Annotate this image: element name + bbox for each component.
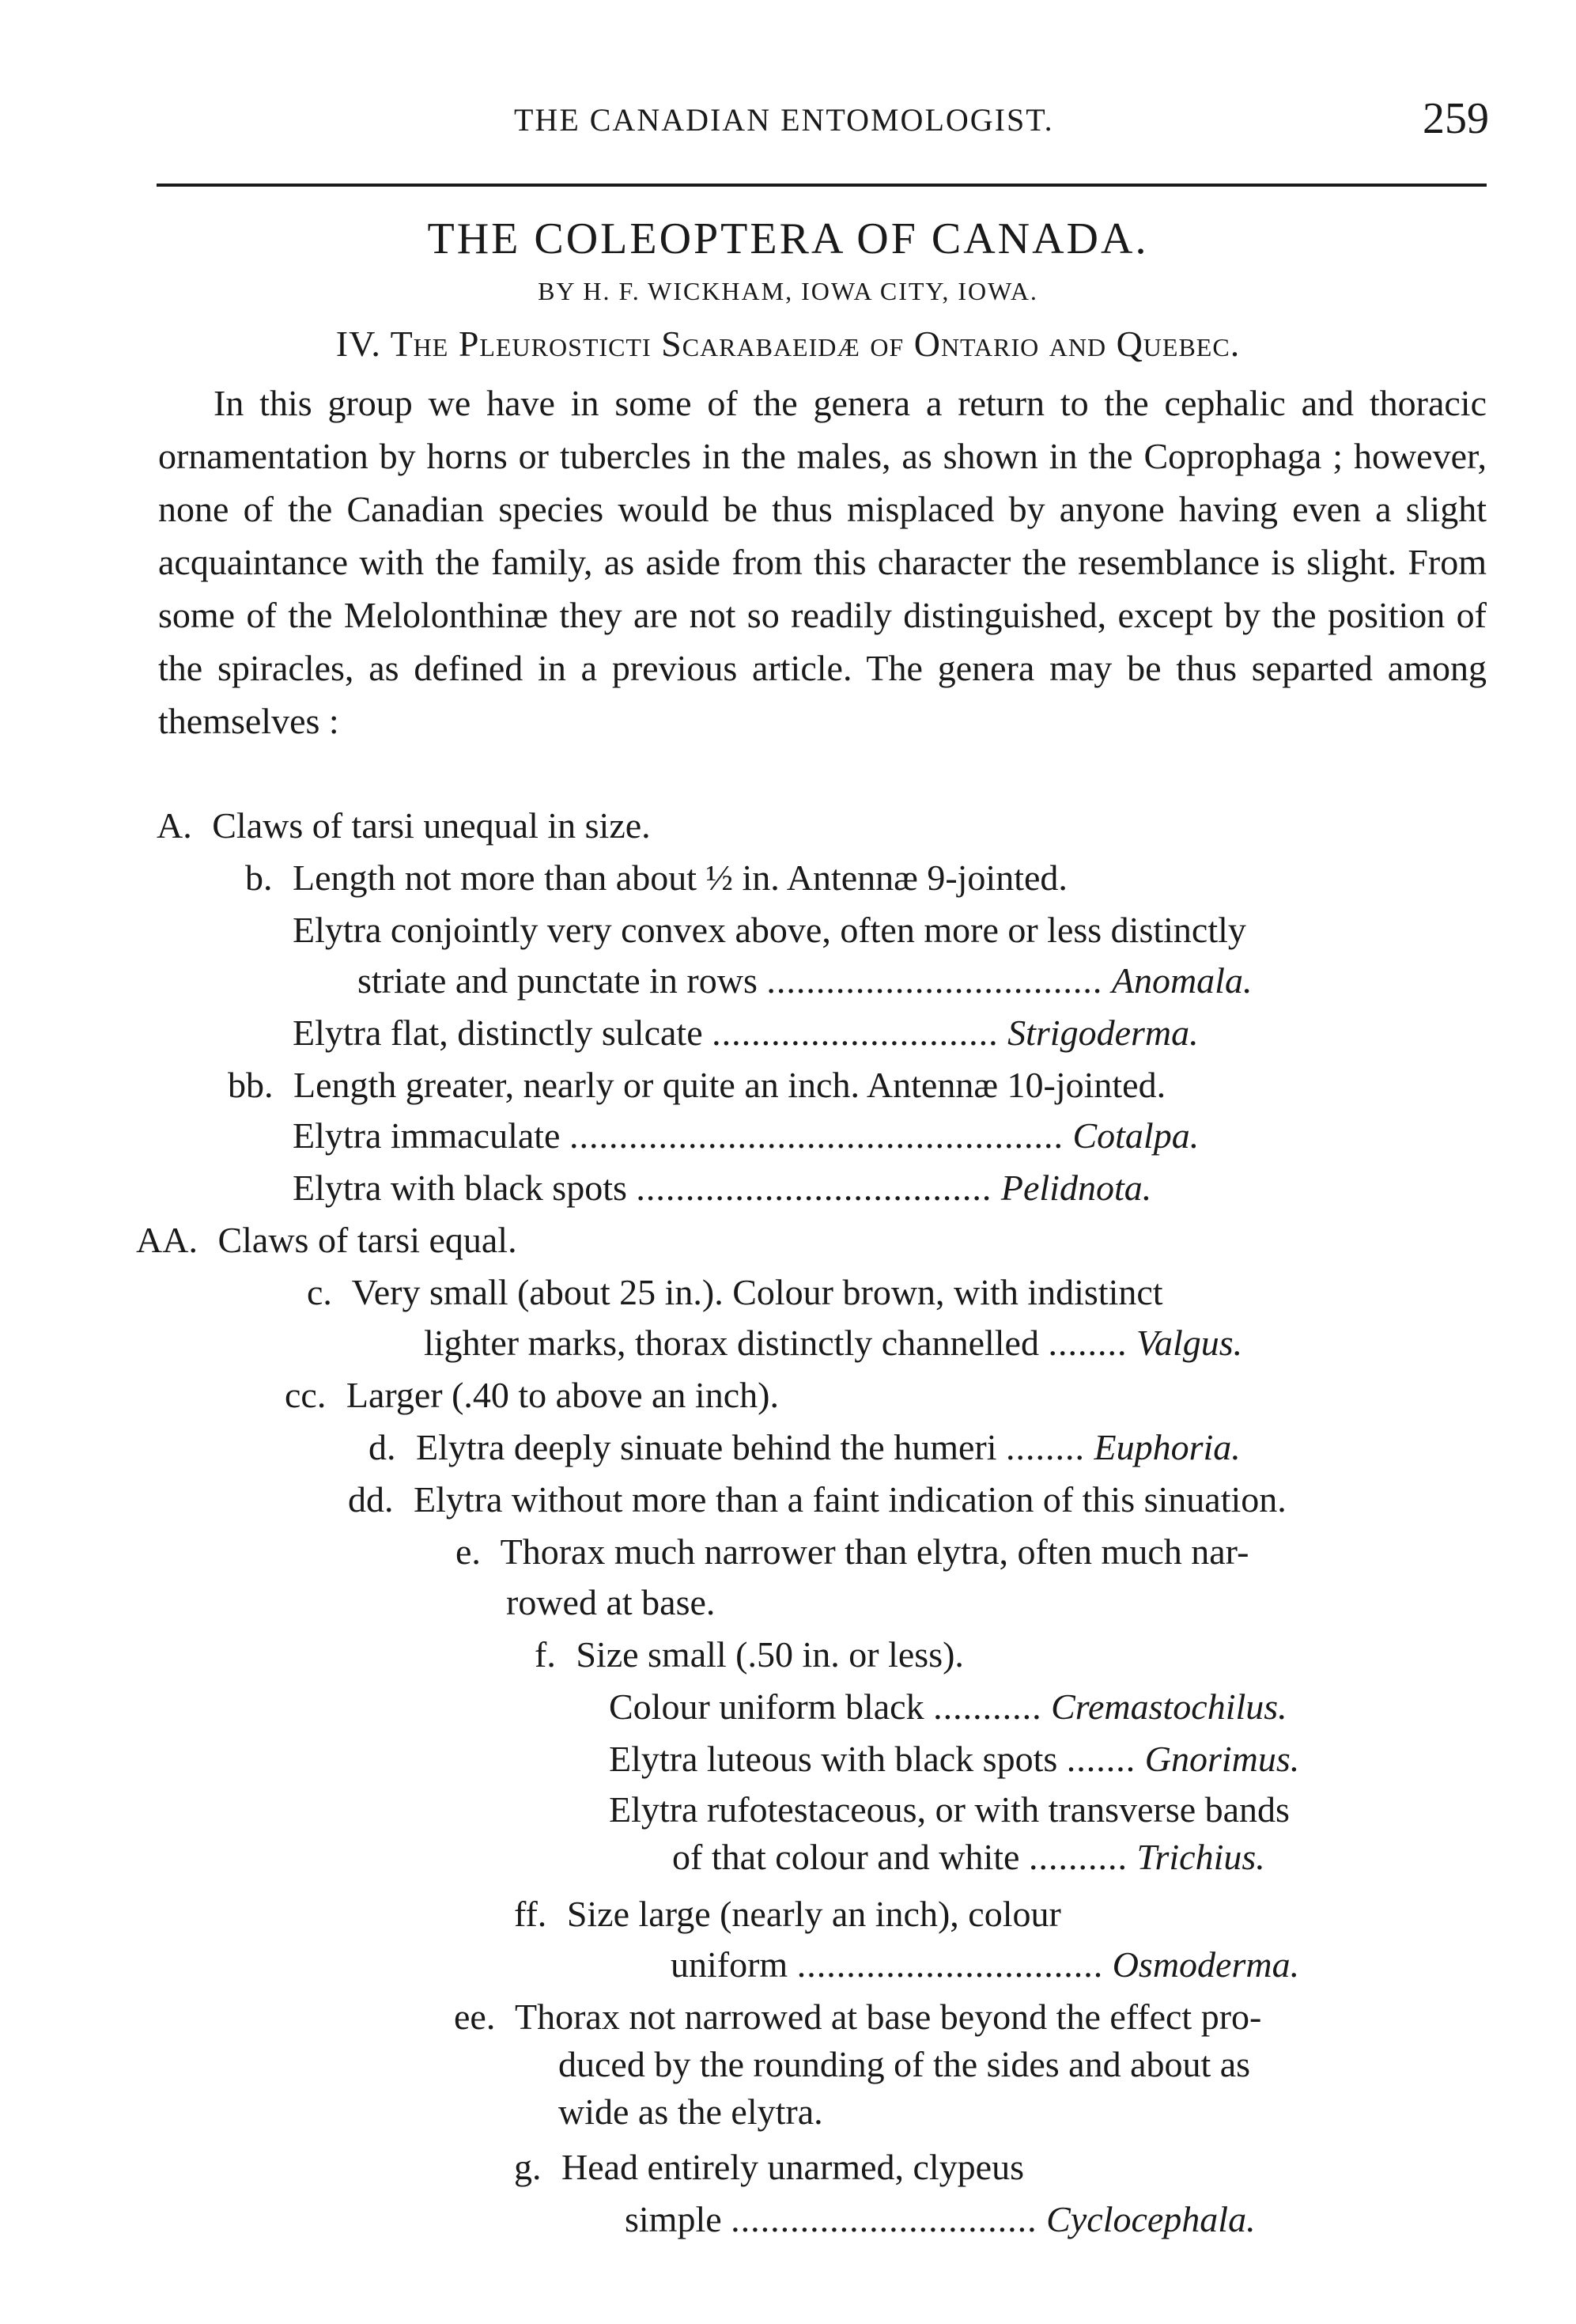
key-text: rowed at base. [506, 1582, 716, 1622]
key-text: Size large (nearly an inch), colour [566, 1894, 1061, 1934]
key-leader-dots: .......... [1028, 1837, 1128, 1877]
key-text: Head entirely unarmed, clypeus [561, 2147, 1024, 2187]
key-mark: f. [535, 1634, 556, 1675]
key-leader-dots: ........ [1006, 1427, 1085, 1467]
key-text: Claws of tarsi equal. [217, 1220, 517, 1260]
key-line [136, 1213, 517, 1266]
key-genus: Euphoria. [1094, 1427, 1241, 1467]
page-number: 259 [1423, 94, 1489, 143]
key-mark: c. [307, 1272, 332, 1312]
key-line [514, 1887, 1061, 1940]
key-genus: Trichius. [1136, 1837, 1265, 1877]
key-mark: dd. [348, 1479, 394, 1520]
key-line [506, 1576, 715, 1629]
key-line [228, 1058, 1166, 1111]
key-line [293, 1109, 1199, 1162]
key-line [357, 954, 1252, 1007]
key-text: of that colour and white [672, 1837, 1020, 1877]
intro-paragraph: In this group we have in some of the genera a return to the cephalic and thoracic ornamentation by horns or tubercles in the males, as shown in the Coprophaga ; however, none of the Canadian species would be thus misplaced by anyone having even a slight acquaintance with the family, as aside from this character the resemblance is slight. From some of the Melolonthinæ they are not so readily distinguished, except by the position of the spiracles, as defined in a previous article. The genera may be thus separted among themselves : [158, 383, 1487, 741]
key-mark: AA. [136, 1220, 198, 1260]
key-leader-dots: ............................... [796, 1944, 1104, 1985]
key-text: Larger (.40 to above an inch). [346, 1375, 779, 1415]
key-leader-dots: .................................. [766, 960, 1103, 1001]
key-text: Thorax not narrowed at base beyond the effect pro- [515, 1997, 1262, 2037]
key-text: Elytra flat, distinctly sulcate [293, 1012, 703, 1053]
key-line [609, 1783, 1290, 1836]
key-text: Thorax much narrower than elytra, often much nar- [500, 1531, 1249, 1572]
key-line [157, 799, 651, 852]
key-leader-dots: ............................... [731, 2199, 1037, 2239]
key-text: Elytra without more than a faint indication of this sinuation. [414, 1479, 1287, 1520]
key-text: Length greater, nearly or quite an inch. Antennæ 10-jointed. [293, 1065, 1166, 1105]
key-line [625, 2193, 1256, 2246]
key-line [535, 1628, 964, 1681]
key-leader-dots: ....... [1066, 1739, 1136, 1779]
key-leader-dots: .................................... [636, 1168, 992, 1208]
running-head: THE CANADIAN ENTOMOLOGIST. [514, 102, 1054, 138]
key-text: Elytra conjointly very convex above, often more or less distinctly [293, 910, 1246, 950]
key-text: uniform [671, 1944, 788, 1985]
key-line [609, 1680, 1287, 1733]
byline: BY H. F. WICKHAM, IOWA CITY, IOWA. [538, 277, 1038, 305]
key-genus: Anomala. [1111, 960, 1253, 1001]
key-leader-dots: ........ [1048, 1323, 1128, 1363]
key-text: Elytra immaculate [293, 1115, 561, 1156]
article-title: THE COLEOPTERA OF CANADA. [427, 214, 1149, 263]
key-line [348, 1473, 1287, 1526]
key-mark: e. [455, 1531, 481, 1572]
key-line [671, 1938, 1299, 1991]
key-mark: cc. [285, 1375, 327, 1415]
key-line [455, 1525, 1249, 1578]
key-genus: Valgus. [1136, 1323, 1243, 1363]
key-leader-dots: ........... [933, 1686, 1042, 1727]
key-line [307, 1266, 1163, 1319]
key-line [293, 903, 1246, 956]
key-text: Colour uniform black [609, 1686, 924, 1727]
section-heading: IV. The Pleurosticti Scarabaeidæ of Ontario and Quebec. [335, 324, 1241, 364]
header-rule [157, 184, 1487, 187]
key-text: simple [625, 2199, 722, 2239]
key-genus: Cotalpa. [1072, 1115, 1200, 1156]
key-text: duced by the rounding of the sides and about as [558, 2044, 1251, 2084]
key-genus: Strigoderma. [1007, 1012, 1199, 1053]
key-mark: ee. [454, 1997, 496, 2037]
key-mark: A. [157, 805, 192, 846]
key-line [293, 1006, 1199, 1059]
key-leader-dots: .................................................. [569, 1115, 1064, 1156]
key-leader-dots: ............................. [712, 1012, 999, 1053]
key-line [285, 1368, 779, 1421]
key-text: Elytra rufotestaceous, or with transverse bands [609, 1789, 1290, 1830]
key-text: Elytra luteous with black spots [609, 1739, 1058, 1779]
key-mark: ff. [514, 1894, 547, 1934]
key-mark: g. [514, 2147, 542, 2187]
key-text: Claws of tarsi unequal in size. [212, 805, 651, 846]
key-line [514, 2140, 1024, 2193]
key-genus: Cremastochilus. [1051, 1686, 1287, 1727]
key-text: Very small (about 25 in.). Colour brown, with indistinct [351, 1272, 1163, 1312]
key-line [558, 2038, 1250, 2091]
key-line [558, 2085, 823, 2138]
key-text: wide as the elytra. [558, 2091, 823, 2132]
key-text: Size small (.50 in. or less). [576, 1634, 964, 1675]
key-mark: b. [245, 857, 273, 898]
key-genus: Gnorimus. [1144, 1739, 1300, 1779]
key-line [245, 851, 1068, 904]
key-mark: d. [368, 1427, 396, 1467]
key-line [368, 1421, 1241, 1474]
key-mark: bb. [228, 1065, 274, 1105]
key-text: lighter marks, thorax distinctly channelled [424, 1323, 1039, 1363]
key-genus: Pelidnota. [1000, 1168, 1152, 1208]
key-text: striate and punctate in rows [357, 960, 758, 1001]
key-text: Length not more than about ½ in. Antennæ 9-jointed. [293, 857, 1068, 898]
key-genus: Cyclocephala. [1046, 2199, 1256, 2239]
key-text: Elytra with black spots [293, 1168, 627, 1208]
key-genus: Osmoderma. [1112, 1944, 1300, 1985]
key-line [454, 1990, 1261, 2043]
key-line [424, 1316, 1242, 1369]
key-line [293, 1161, 1151, 1214]
key-line [672, 1830, 1265, 1883]
key-text: Elytra deeply sinuate behind the humeri [416, 1427, 997, 1467]
key-line [609, 1732, 1299, 1785]
